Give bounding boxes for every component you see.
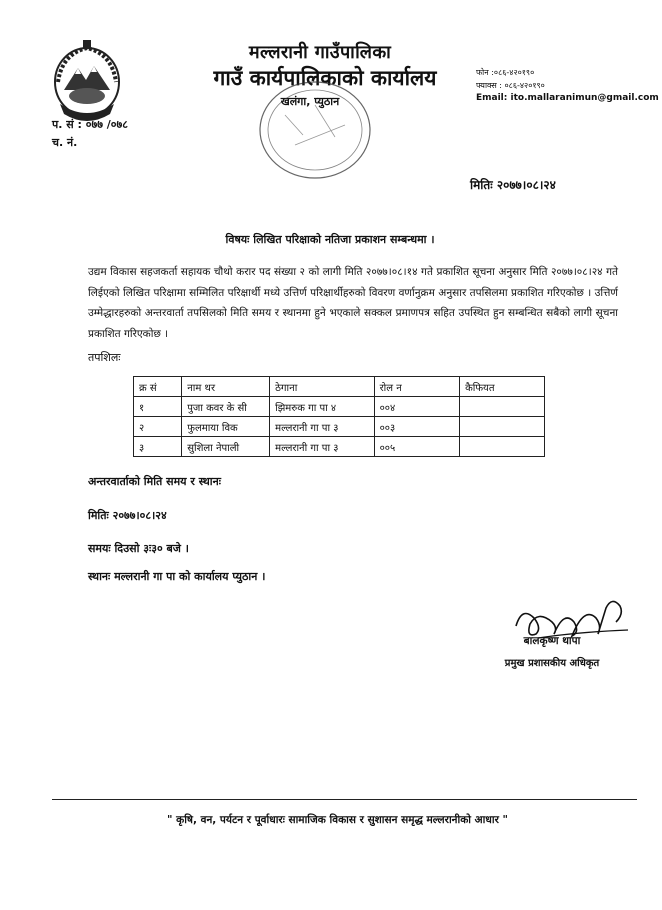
office-name-line1: मल्लरानी गाउँपालिका (248, 42, 392, 63)
cell-remarks (460, 417, 545, 437)
candidates-table (133, 376, 545, 457)
signatory-name: बालकृष्ण थापा (523, 635, 581, 647)
letter-number: प. सं : ०७७ /०७८ (52, 118, 128, 131)
letter-date: मितिः २०७७।०८।२४ (470, 178, 556, 192)
email-address: Email: ito.mallaranimun@gmail.com (476, 93, 659, 103)
contact-info (476, 66, 659, 105)
cell-roll-number: ००५ (374, 437, 460, 457)
letter-subject: विषयः लिखित परिक्षाको नतिजा प्रकाशन सम्बन्धमा । (225, 233, 435, 246)
dispatch-number: च. नं. (52, 136, 78, 149)
cell-serial: १ (134, 397, 182, 417)
header-remarks: कैफियत (460, 377, 545, 397)
cell-roll-number: ००३ (374, 417, 460, 437)
cell-address: झिमरुक गा पा ४ (270, 397, 374, 417)
table-row (134, 437, 545, 457)
interview-heading: अन्तरवार्ताको मिति समय र स्थानः (88, 475, 221, 488)
office-stamp-icon (255, 75, 375, 185)
header-name: नाम थर (182, 377, 270, 397)
header-serial: क्र सं (134, 377, 182, 397)
cell-remarks (460, 437, 545, 457)
cell-name: पुजा कवर के सी (182, 397, 270, 417)
footer-divider (52, 799, 637, 800)
cell-serial: २ (134, 417, 182, 437)
table-row (134, 397, 545, 417)
cell-remarks (460, 397, 545, 417)
footer-motto: " कृषि, वन, पर्यटन र पूर्वाधारः सामाजिक विकास र सुशासन समृद्ध मल्लरानीको आधार " (167, 814, 508, 826)
letter-body: उद्यम विकास सहजकर्ता सहायक चौथो करार पद संख्या २ को लागी मिति २०७७।०८।१४ गते प्रकाशित सूचना अनुसार मिति २०७७।०८।२४ गते लिईएको लिखित परिक्षामा सम्मिलित परिक्षार्थी मध्ये उत्तिर्ण परिक्षार्थीहरुको विवरण वर्णानुक्रम अनुसार तपसिलमा प्रकाशित गरिएकोछ । उत्तिर्ण उम्मेद्धारहरुको अन्तरवार्ता तपसिलको मिति समय र स्थानमा हुने भएकाले सक्कल प्रमाणपत्र सहित उपस्थित हुन सम्बन्धित सबैको लागी सूचना प्रकाशित गरिएकोछ । (88, 266, 618, 340)
interview-date: मितिः २०७७।०८।२४ (88, 509, 167, 522)
header-roll-number: रोल न (374, 377, 460, 397)
header-address: ठेगाना (270, 377, 374, 397)
reference-block (52, 116, 128, 152)
cell-roll-number: ००४ (374, 397, 460, 417)
phone-number: फोन :०८६-४२०१९० (476, 68, 535, 77)
office-name-line2: गाउँ कार्यपालिकाको कार्यालय (213, 66, 437, 90)
cell-name: सुशिला नेपाली (182, 437, 270, 457)
office-location: खलंगा, प्युठान (280, 95, 340, 108)
details-label: तपशिलः (88, 351, 121, 364)
table-header-row (134, 377, 545, 397)
government-emblem-icon (50, 38, 124, 122)
fax-number: फ्याक्स : ०८६-४२०१९० (476, 81, 545, 90)
cell-serial: ३ (134, 437, 182, 457)
cell-address: मल्लरानी गा पा ३ (270, 437, 374, 457)
interview-place: स्थानः मल्लरानी गा पा को कार्यालय प्युठान । (88, 570, 266, 583)
signatory-title: प्रमुख प्रशासकीय अधिकृत (504, 658, 600, 669)
table-row (134, 417, 545, 437)
cell-address: मल्लरानी गा पा ३ (270, 417, 374, 437)
interview-time: समयः दिउसो ३ः३० बजे । (88, 542, 189, 555)
cell-name: फुलमाया विक (182, 417, 270, 437)
